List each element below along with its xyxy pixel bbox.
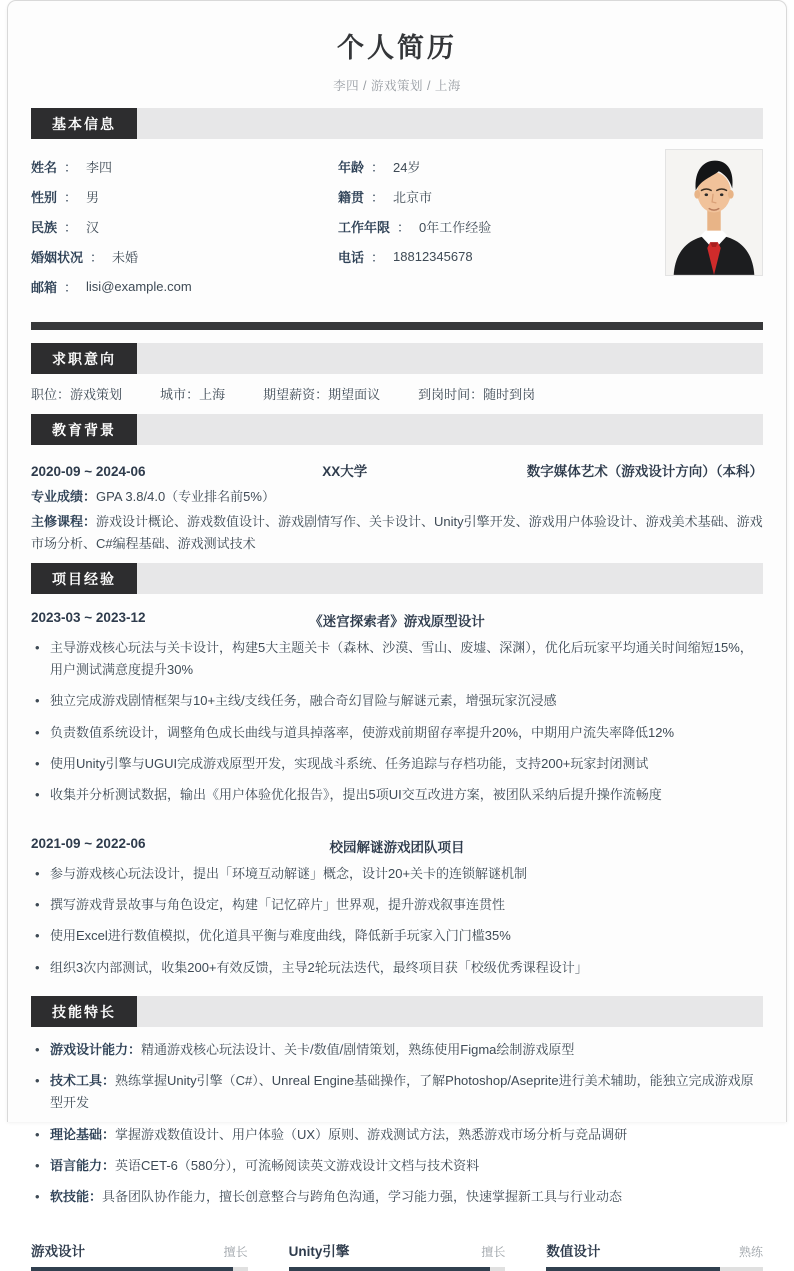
- intention-position: [31, 384, 122, 403]
- project-entry-header: [31, 836, 763, 854]
- skill-meter-unity: [289, 1240, 506, 1271]
- project-bullet: • 使用Excel进行数值模拟，优化道具平衡与难度曲线，降低新手玩家入门门槛35%: [31, 925, 763, 947]
- skill-meter-fill: [31, 1267, 233, 1271]
- skill-text: 精通游戏核心玩法设计、关卡/数值/剧情策划，熟练使用Figma绘制游戏原型: [141, 1042, 575, 1058]
- intention-colon: ：: [315, 387, 329, 402]
- intention-label: 城市: [160, 387, 187, 402]
- field-label: 姓名: [31, 159, 58, 175]
- project-entry-header: [31, 610, 763, 628]
- skill-colon: ：: [102, 1073, 116, 1089]
- intention-colon: ：: [57, 387, 71, 402]
- skill-label-text: 软技能: [50, 1189, 90, 1205]
- project-bullet: • 使用Unity引擎与UGUI完成游戏原型开发，实现战斗系统、任务追踪与存档功能，支持200+玩家封闭测试: [31, 753, 763, 775]
- skill-meter-track: [289, 1267, 506, 1271]
- skill-label: [50, 1042, 141, 1057]
- projects-section: [8, 594, 786, 996]
- field-label: 邮箱: [31, 279, 58, 295]
- intention-availability: [418, 384, 535, 403]
- project-title: 《迷宫探索者》游戏原型设计: [309, 614, 485, 630]
- skill-meter-name: 游戏设计: [31, 1243, 85, 1259]
- skill-colon: ：: [102, 1157, 116, 1173]
- skill-meter-fill: [289, 1267, 491, 1271]
- project-bullet-list: [31, 637, 763, 806]
- field-colon: ：: [371, 249, 385, 265]
- section-badge-basic: 基本信息: [31, 108, 137, 139]
- section-badge-education: 教育背景: [31, 414, 137, 445]
- skills-bullet-list: [31, 1039, 763, 1208]
- skill-bullet: [31, 1070, 763, 1114]
- field-label: 婚姻状况: [31, 249, 84, 265]
- detail-text: GPA 3.8/4.0（专业排名前5%）: [96, 489, 275, 504]
- skill-meter-level: 熟练: [739, 1244, 764, 1259]
- intention-value: 随时到岗: [483, 387, 536, 402]
- profile-photo-illustration: [666, 150, 762, 275]
- skill-meter-level: 擅长: [223, 1244, 248, 1259]
- section-divider: [31, 322, 763, 330]
- education-gpa-line: [31, 486, 763, 508]
- field-colon: ：: [397, 219, 411, 235]
- field-label: 年龄: [338, 159, 365, 175]
- skill-meter-header: [289, 1240, 506, 1260]
- intention-value: 游戏策划: [70, 387, 123, 402]
- basic-info-right-column: [338, 151, 638, 301]
- detail-label: [31, 514, 96, 529]
- detail-label-text: 专业成绩: [31, 489, 84, 504]
- intention-label: 期望薪资: [263, 387, 316, 402]
- profile-photo: [665, 149, 763, 276]
- field-work-years: [338, 211, 638, 241]
- skill-meter-track: [546, 1267, 763, 1271]
- project-entry: [31, 610, 763, 806]
- field-gender: [31, 181, 338, 211]
- field-colon: ：: [64, 189, 78, 205]
- intention-city: [160, 384, 225, 403]
- detail-label: [31, 489, 96, 504]
- detail-colon: ：: [83, 489, 97, 504]
- basic-info-section: [8, 139, 786, 313]
- section-header-intention: [31, 343, 763, 374]
- section-badge-skills: 技能特长: [31, 996, 137, 1027]
- section-badge-intention: 求职意向: [31, 343, 137, 374]
- resume-header: [8, 1, 786, 108]
- skill-colon: ：: [89, 1189, 103, 1205]
- skill-label-text: 理论基础: [50, 1126, 103, 1142]
- project-bullet-list: [31, 863, 763, 979]
- field-phone: [338, 241, 638, 271]
- resume-page: [7, 0, 787, 1259]
- field-label: 民族: [31, 219, 58, 235]
- field-email: [31, 271, 338, 301]
- skill-label-text: 技术工具: [50, 1073, 103, 1089]
- field-label: 籍贯: [338, 189, 365, 205]
- field-value: lisi@example.com: [86, 278, 192, 294]
- field-label: 性别: [31, 189, 58, 205]
- skill-bullet: [31, 1039, 763, 1061]
- project-date: 2021-09 ~ 2022-06: [31, 835, 146, 851]
- field-age: [338, 151, 638, 181]
- skill-bullet: [31, 1124, 763, 1146]
- field-value: 男: [86, 189, 100, 205]
- education-entry-header: [31, 460, 763, 480]
- skill-meter-name: 数值设计: [546, 1243, 601, 1259]
- education-degree: 数字媒体艺术（游戏设计方向）（本科）: [526, 464, 763, 479]
- skill-label: [50, 1073, 115, 1088]
- field-colon: ：: [371, 159, 385, 175]
- detail-label-text: 主修课程: [31, 514, 84, 530]
- intention-value: 期望面议: [328, 387, 381, 402]
- page-title: 个人简历: [337, 33, 457, 63]
- project-title: 校园解谜游戏团队项目: [329, 839, 465, 855]
- project-bullet: • 独立完成游戏剧情框架与10+主线/支线任务，融合奇幻冒险与解谜元素，增强玩家沉浸感: [31, 690, 763, 712]
- field-colon: ：: [371, 189, 385, 205]
- project-bullet: • 参与游戏核心玩法设计，提出「环境互动解谜」概念，设计20+关卡的连锁解谜机制: [31, 863, 763, 885]
- field-colon: ：: [64, 279, 78, 295]
- detail-colon: ：: [83, 514, 97, 530]
- field-label: 工作年限: [338, 219, 391, 235]
- field-marital-status: [31, 241, 338, 271]
- project-bullet: • 组织3次内部测试，收集200+有效反馈，主导2轮玩法迭代，最终项目获「校级优秀课程设计」: [31, 957, 763, 979]
- skill-label: [50, 1127, 115, 1142]
- skill-label: [50, 1189, 102, 1204]
- field-label: 电话: [338, 249, 365, 265]
- field-value: 18812345678: [393, 248, 473, 264]
- intention-colon: ：: [470, 387, 484, 402]
- intention-salary: [263, 384, 380, 403]
- field-colon: ：: [64, 219, 78, 235]
- section-header-projects: [31, 563, 763, 594]
- project-entry: [31, 836, 763, 979]
- field-colon: ：: [64, 159, 78, 175]
- section-header-skills: [31, 996, 763, 1027]
- project-bullet: • 负责数值系统设计，调整角色成长曲线与道具掉落率，使游戏前期留存率提升20%，中期用户流失率降低12%: [31, 722, 763, 744]
- basic-info-columns: [31, 151, 763, 301]
- project-bullet: • 主导游戏核心玩法与关卡设计，构建5大主题关卡（森林、沙漠、雪山、废墟、深渊），优化后玩家平均通关时间缩短15%，用户测试满意度提升30%: [31, 637, 763, 681]
- intention-label: 职位: [31, 387, 58, 402]
- skill-meter-game-design: [31, 1240, 248, 1271]
- skill-meters-row: [8, 1226, 786, 1271]
- skill-meter-fill: [546, 1267, 719, 1271]
- skill-bullet: [31, 1155, 763, 1177]
- skill-meter-name: Unity引擎: [288, 1243, 350, 1259]
- skills-section: [8, 1027, 786, 1225]
- education-school: XX大学: [322, 464, 368, 479]
- field-colon: ：: [90, 249, 104, 265]
- intention-colon: ：: [186, 387, 200, 402]
- field-value: 北京市: [393, 189, 433, 205]
- section-header-education: [31, 414, 763, 445]
- skill-colon: ：: [128, 1042, 142, 1058]
- field-value: 未婚: [112, 249, 139, 265]
- intention-value: 上海: [199, 387, 226, 402]
- basic-info-left-column: [31, 151, 338, 301]
- detail-text: 游戏设计概论、游戏数值设计、游戏剧情写作、关卡设计、Unity引擎开发、游戏用户体验设计、游戏美术基础、游戏市场分析、C#编程基础、游戏测试技术: [31, 514, 763, 552]
- skill-meter-header: [546, 1240, 763, 1260]
- field-native-place: [338, 181, 638, 211]
- field-value: 24岁: [393, 159, 421, 175]
- skill-meter-level: 擅长: [481, 1244, 506, 1259]
- skill-text: 英语CET-6（580分），可流畅阅读英文游戏设计文档与技术资料: [115, 1157, 480, 1173]
- field-value: 0年工作经验: [419, 219, 492, 235]
- skill-meter-track: [31, 1267, 248, 1271]
- skill-label-text: 语言能力: [50, 1157, 103, 1173]
- intention-label: 到岗时间: [418, 387, 471, 402]
- skill-text: 熟练掌握Unity引擎（C#）、Unreal Engine基础操作，了解Photoshop/Aseprite进行美术辅助，能独立完成游戏原型开发: [50, 1073, 754, 1111]
- skill-text: 具备团队协作能力，擅长创意整合与跨角色沟通，学习能力强，快速掌握新工具与行业动态: [102, 1189, 623, 1205]
- job-intention-row: [8, 374, 786, 414]
- section-header-basic: [31, 108, 763, 139]
- education-section: [8, 445, 786, 563]
- field-value: 汉: [86, 219, 100, 235]
- skill-text: 掌握游戏数值设计、用户体验（UX）原则、游戏测试方法，熟悉游戏市场分析与竞品调研: [115, 1126, 628, 1142]
- skill-colon: ：: [102, 1126, 116, 1142]
- page-subtitle: 李四 / 游戏策划 / 上海: [333, 79, 461, 93]
- skill-meter-header: [31, 1240, 248, 1260]
- skill-label-text: 游戏设计能力: [50, 1042, 129, 1058]
- project-bullet: • 撰写游戏背景故事与角色设定，构建「记忆碎片」世界观，提升游戏叙事连贯性: [31, 894, 763, 916]
- education-courses-line: [31, 511, 763, 555]
- field-value: 李四: [86, 159, 113, 175]
- field-ethnicity: [31, 211, 338, 241]
- skill-label: [50, 1158, 115, 1173]
- section-badge-projects: 项目经验: [31, 563, 137, 594]
- skill-meter-numeric-design: [546, 1240, 763, 1271]
- skill-bullet: [31, 1186, 763, 1208]
- education-date: 2020-09 ~ 2024-06: [31, 464, 146, 479]
- field-name: [31, 151, 338, 181]
- project-date: 2023-03 ~ 2023-12: [31, 610, 146, 626]
- project-bullet: • 收集并分析测试数据，输出《用户体验优化报告》，提出5项UI交互改进方案，被团队采纳后提升操作流畅度: [31, 784, 763, 806]
